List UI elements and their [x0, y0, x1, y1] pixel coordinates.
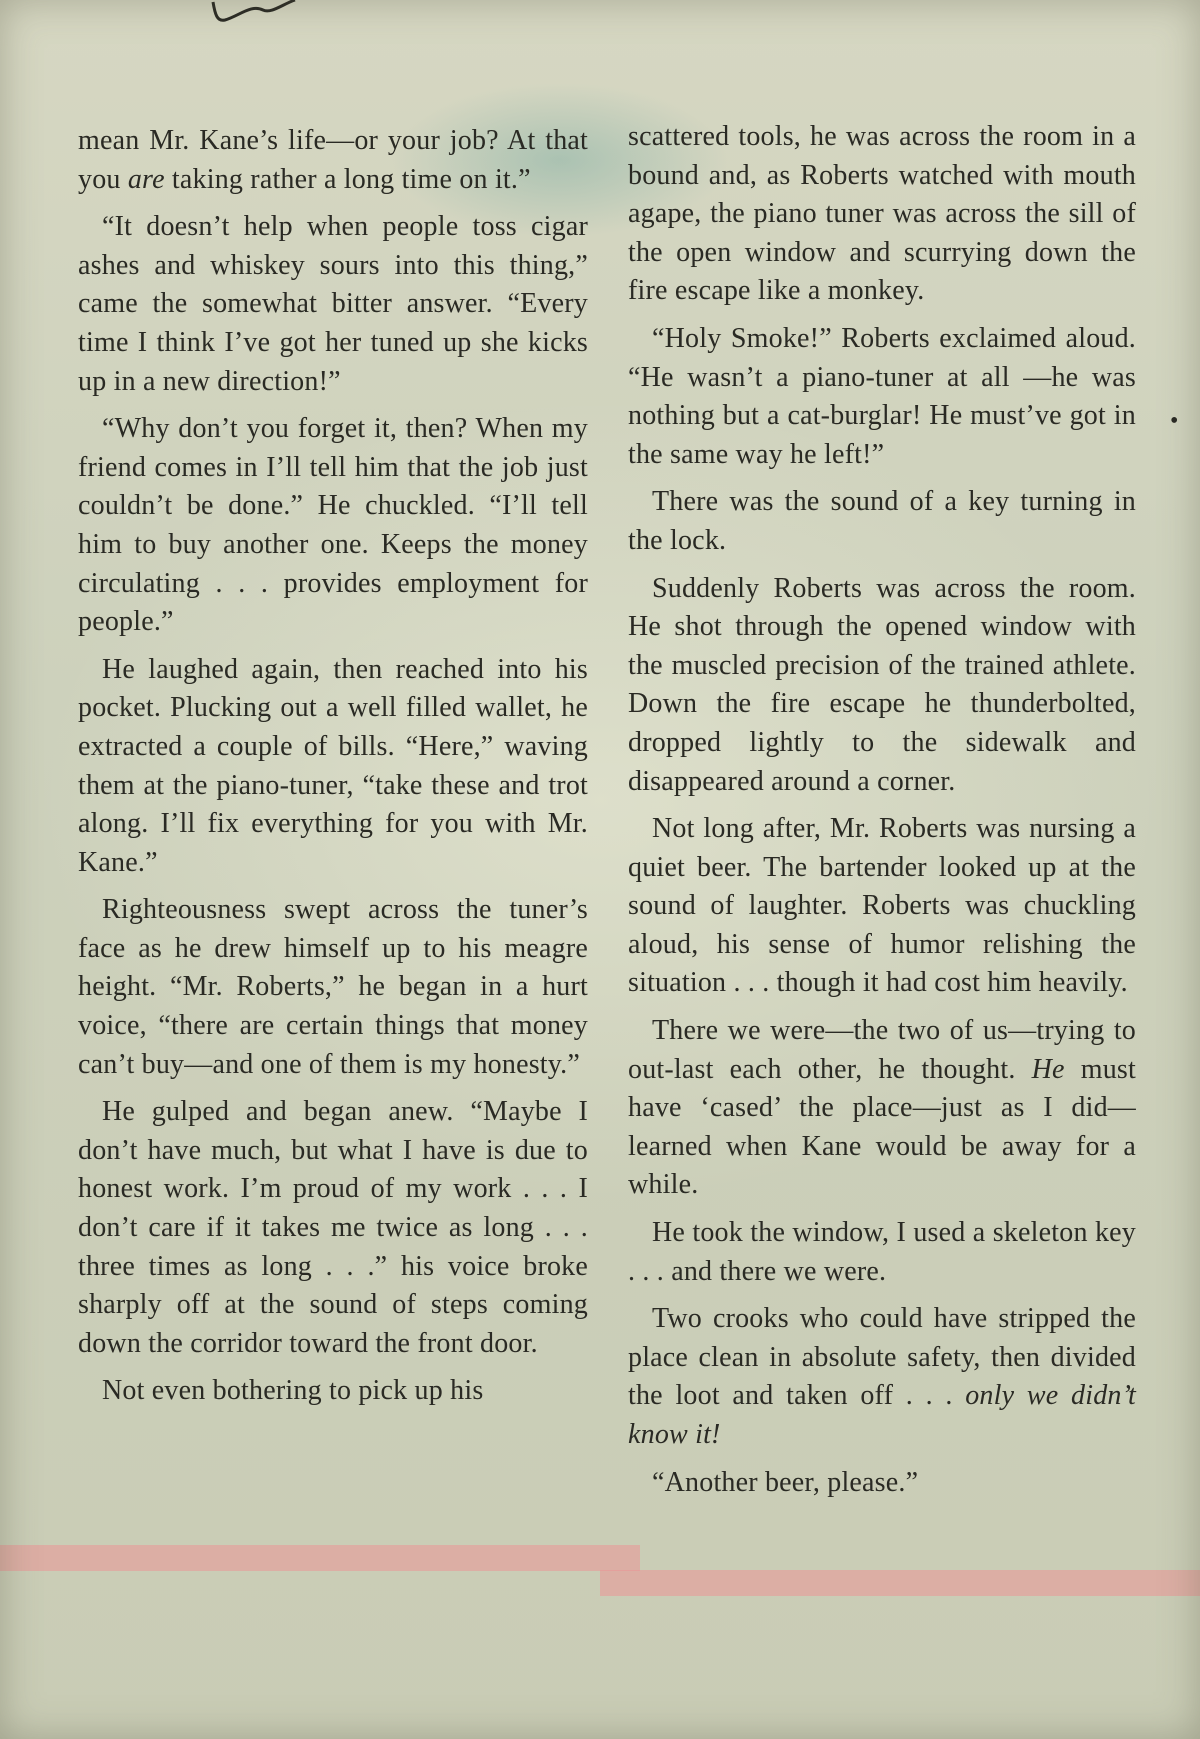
paragraph [78, 410, 588, 642]
paragraph-text: There was the sound of a key turning in the lock. [628, 486, 1136, 556]
paragraph [628, 1464, 1136, 1503]
paragraph-text: Two crooks who could have stripped the place clean in absolute safety, then divided the loot and taken off . . . [628, 1303, 1136, 1412]
paragraph-text: taking rather a long time on it.” [164, 163, 531, 195]
left-column [78, 122, 588, 1420]
paragraph-text: “It doesn’t help when people toss cigar ashes and whiskey sours into this thing,” came the somewhat bitter answer. “Every time I think I’ve got her tuned up she kicks up in a new direction!” [78, 211, 588, 397]
paragraph-text: must have ‘cased’ the place—just as I did—learned when Kane would be away for a while. [628, 1053, 1136, 1201]
paragraph [78, 1372, 588, 1411]
paragraph-text: Suddenly Roberts was across the room. He shot through the opened window with the muscled precision of the trained athlete. Down the fire escape he thunderbolted, dropped lightly to the sidewalk and disappeared around a corner. [628, 572, 1136, 797]
paragraph-text: Not long after, Mr. Roberts was nursing a quiet beer. The bartender looked up at the sound of laughter. Roberts was chuckling aloud, his sense of humor relishing the situation . . . though it had cost him heavily. [628, 813, 1136, 999]
paragraph [628, 1012, 1136, 1205]
italic-text: only we didn’t know it! [628, 1380, 1136, 1450]
paragraph [628, 320, 1136, 474]
paragraph [78, 1093, 588, 1363]
paragraph [628, 810, 1136, 1003]
paragraph-text: He took the window, I used a skeleton key . . . and there we were. [628, 1217, 1136, 1287]
paragraph [78, 891, 588, 1084]
pink-register-stripe-right [600, 1570, 1200, 1596]
paragraph [628, 1214, 1136, 1291]
paragraph-text: “Another beer, please.” [652, 1466, 919, 1498]
paragraph [628, 118, 1136, 311]
paragraph [628, 483, 1136, 560]
paragraph-text: scattered tools, he was across the room in a bound and, as Roberts watched with mouth agape, the piano tuner was across the sill of the open window and scurrying down the fire escape like a monkey. [628, 121, 1136, 307]
paragraph-text: He gulped and began anew. “Maybe I don’t have much, but what I have is due to honest work. I’m proud of my work . . . I don’t care if it takes me twice as long . . . three times as long . . .” his voice broke sharply off at the sound of steps coming down the corridor toward the front door. [78, 1096, 588, 1359]
paragraph-text: He laughed again, then reached into his pocket. Plucking out a well filled wallet, he extracted a couple of bills. “Here,” waving them at the piano-tuner, “take these and trot along. I’ll fix everything for you with Mr. Kane.” [78, 653, 588, 878]
paragraph-text: There we were—the two of us—trying to out-last each other, he thought. [628, 1015, 1136, 1085]
paragraph [78, 208, 588, 401]
paragraph-text: “Why don’t you forget it, then? When my friend comes in I’ll tell him that the job just couldn’t be done.” He chuckled. “I’ll tell him to buy another one. Keeps the money circulating . . . provides employment for people.” [78, 413, 588, 638]
pink-register-stripe-left [0, 1545, 640, 1571]
paragraph [628, 1300, 1136, 1454]
italic-text: He [1031, 1053, 1065, 1085]
paragraph-text: Righteousness swept across the tuner’s face as he drew himself up to his meagre height. “Mr. Roberts,” he began in a hurt voice, “there are certain things that money can’t buy—and one of them is my honesty.” [78, 894, 588, 1080]
page-speck: • [1170, 408, 1179, 434]
paragraph-text: Not even bothering to pick up his [102, 1375, 484, 1407]
paragraph [628, 570, 1136, 802]
paragraph-text: mean Mr. Kane’s life—or your job? At that you [78, 125, 588, 195]
paragraph [78, 651, 588, 883]
top-edge-scribble [205, 0, 315, 30]
paragraph-text: “Holy Smoke!” Roberts exclaimed aloud. “He wasn’t a piano-tuner at all —he was nothing but a cat-burglar! He must’ve got in the same way he left!” [628, 322, 1136, 470]
paragraph [78, 122, 588, 199]
right-column [628, 118, 1136, 1511]
italic-text: are [127, 163, 165, 195]
